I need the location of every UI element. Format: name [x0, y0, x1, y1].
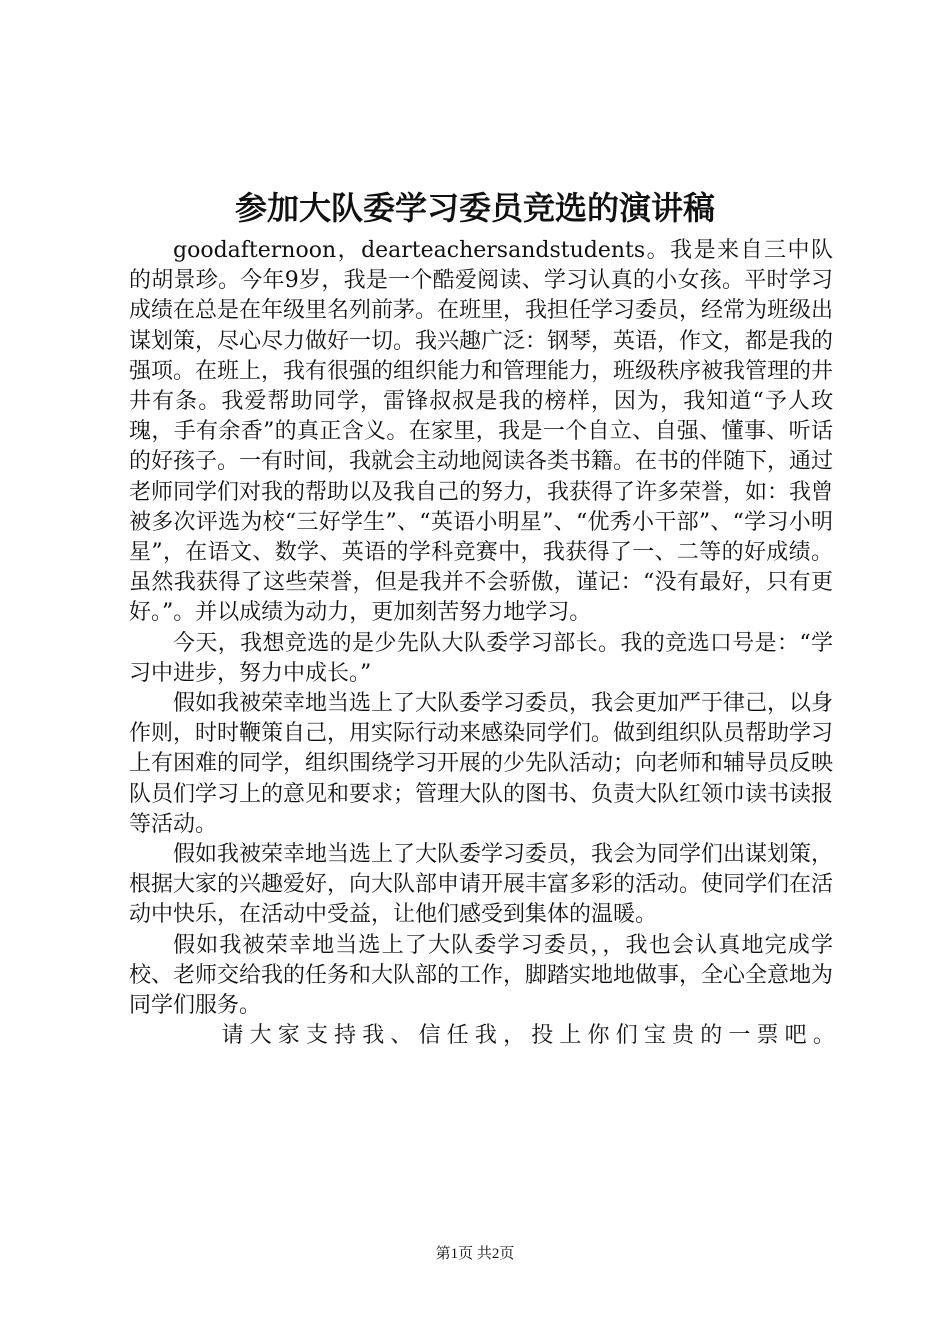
paragraph-pledge-1: 假如我被荣幸地当选上了大队委学习委员，我会更加严于律己，以身作则，时时鞭策自己，用实际行动来感染同学们。做到组织队员帮助学习上有困难的同学，组织围绕学习开展的少先队活动；向老师和辅导员反映队员们学习上的意见和要求；管理大队的图书、负责大队红领巾读书读报等活动。 — [129, 691, 834, 837]
paragraph-pledge-3: 假如我被荣幸地当选上了大队委学习委员，，我也会认真地完成学校、老师交给我的任务和大队部的工作，脚踏实地地做事，全心全意地为同学们服务。 — [129, 932, 834, 1019]
document-title: 参加大队委学习委员竞选的演讲稿 — [234, 189, 715, 227]
paragraph-introduction: goodafternoon，dearteachersandstudents。我是来自三中队的胡景珍。今年9岁，我是一个酷爱阅读、学习认真的小女孩。平时学习成绩在总是在年级里名列前茅。在班里，我担任学习委员，经常为班级出谋划策，尽心尽力做好一切。我兴趣广泛：钢琴，英语，作文，都是我的强项。在班上，我有很强的组织能力和管理能力，班级秩序被我管理的井井有条。我爱帮助同学，雷锋叔叔是我的榜样，因为，我知道“予人玫瑰，手有余香”的真正含义。在家里，我是一个自立、自强、懂事、听话的好孩子。一有时间，我就会主动地阅读各类书籍。在书的伴随下，通过老师同学们对我的帮助以及我自己的努力，我获得了许多荣誉，如：我曾被多次评选为校“三好学生”、“英语小明星”、“优秀小干部”、“学习小明星”，在语文、数学、英语的学科竞赛中，我获得了一、二等的好成绩。虽然我获得了这些荣誉，但是我并不会骄傲，谨记：“没有最好，只有更好。”。并以成绩为动力，更加刻苦努力地学习。 — [129, 238, 834, 626]
paragraph-slogan: 今天，我想竞选的是少先队大队委学习部长。我的竞选口号是：“学习中进步，努力中成长。” — [129, 630, 833, 686]
paragraph-closing: 请大家支持我、信任我，投上你们宝贵的一票吧。 — [221, 1023, 841, 1049]
page-number-footer: 第1页 共2页 — [435, 1246, 515, 1262]
document-body — [129, 236, 841, 1051]
paragraph-pledge-2: 假如我被荣幸地当选上了大队委学习委员，我会为同学们出谋划策，根据大家的兴趣爱好，向大队部申请开展丰富多彩的活动。使同学们在活动中快乐，在活动中受益，让他们感受到集体的温暖。 — [129, 842, 834, 928]
